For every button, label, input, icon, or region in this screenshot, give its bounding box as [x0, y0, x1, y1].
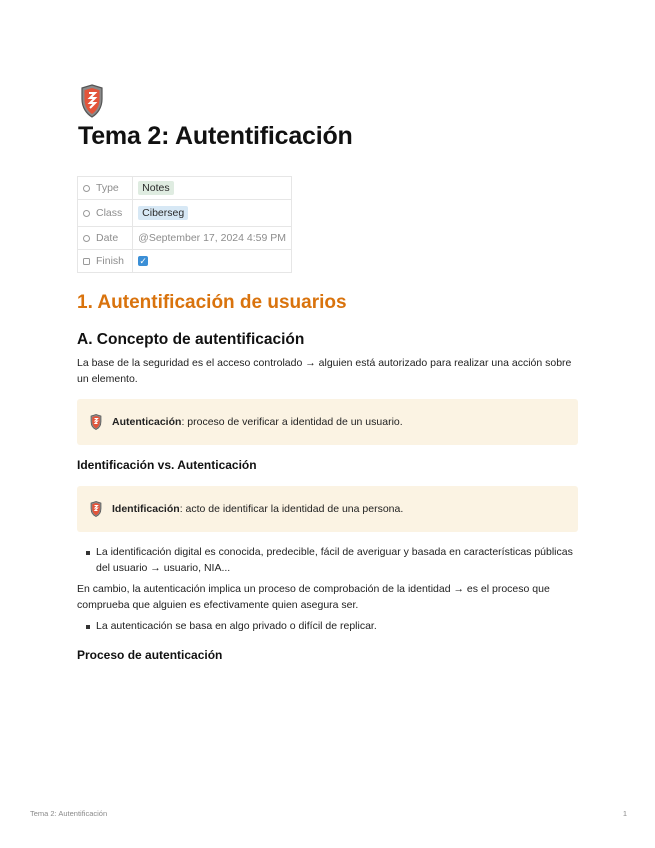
footer-title: Tema 2: Autentificación: [30, 809, 108, 818]
page-title: Tema 2: Autentificación: [78, 122, 353, 150]
subheading-proceso: Proceso de autenticación: [77, 648, 223, 662]
section-heading: 1. Autentificación de usuarios: [77, 292, 347, 313]
intro-paragraph: La base de la seguridad es el acceso controlado → alguien está autorizado para realizar una acción sobre un elemento.: [77, 357, 572, 385]
list-item: La identificación digital es conocida, predecible, fácil de averiguar y basada en características públicas del usuario → usuario, NIA...: [86, 545, 576, 576]
callout-identificacion: [77, 486, 578, 532]
callout-autenticacion: [77, 399, 578, 445]
type-tag[interactable]: Notes: [138, 181, 173, 195]
finish-checkbox[interactable]: ✓: [139, 256, 147, 267]
list-item: La autenticación se basa en algo privado o difícil de replicar.: [86, 619, 576, 635]
callout-text: : proceso de verificar a identidad de un usuario.: [181, 416, 403, 428]
paragraph: En cambio, la autenticación implica un proceso de comprobación de la identidad → es el proceso que comprueba que alguien es efectivamente quien asegura ser.: [77, 583, 550, 611]
property-name: Finish: [96, 255, 125, 267]
property-row-finish: [78, 250, 292, 273]
subsection-heading: A. Concepto de autentificación: [77, 331, 305, 348]
property-row-class: [78, 200, 292, 227]
property-row-type: [78, 177, 292, 200]
property-name: Type: [96, 182, 119, 194]
properties-table: [77, 176, 292, 273]
property-name: Class: [96, 207, 123, 219]
shield-icon: [80, 84, 104, 118]
checkbox-icon: [83, 258, 90, 265]
callout-text: : acto de identificar la identidad de una persona.: [179, 503, 404, 515]
status-icon: [83, 185, 90, 192]
property-name: Date: [96, 232, 119, 244]
property-row-date: [78, 227, 292, 250]
page-number: 1: [622, 809, 627, 818]
callout-term: Autenticación: [112, 416, 182, 428]
clock-icon: [83, 235, 90, 242]
shield-icon: [90, 501, 102, 517]
shield-icon: [90, 414, 102, 430]
date-value[interactable]: @September 17, 2024 4:59 PM: [138, 232, 286, 244]
subheading-identificacion: Identificación vs. Autenticación: [77, 458, 257, 472]
select-icon: [83, 210, 90, 217]
class-tag[interactable]: Ciberseg: [138, 206, 188, 220]
callout-term: Identificación: [112, 503, 180, 515]
